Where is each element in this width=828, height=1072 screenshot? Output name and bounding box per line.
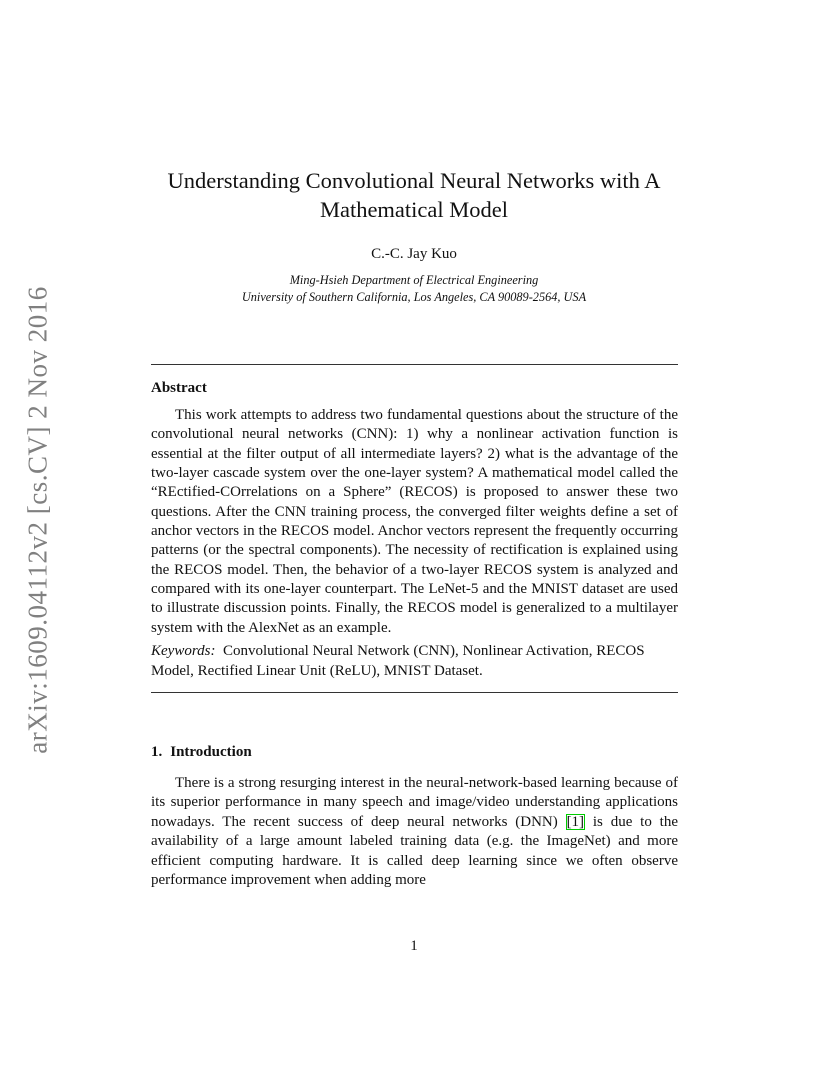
- section-heading-introduction: [151, 742, 252, 762]
- section-title: Introduction: [170, 744, 252, 760]
- intro-text-part-1: There is a strong resurging interest in the neural-network-based learning because of its superior performance in many speech and image/video understanding applications nowadays. The recent success of deep neural networks (DNN): [151, 775, 678, 830]
- affiliation-line-1: Ming-Hsieh Department of Electrical Engineering: [289, 273, 539, 287]
- title-line-1: Understanding Convolutional Neural Networks with A: [167, 168, 661, 193]
- abstract-heading: Abstract: [151, 380, 207, 396]
- citation-link-1[interactable]: [1]: [566, 813, 585, 830]
- paper-title: [150, 166, 678, 224]
- keywords-block: [151, 642, 678, 681]
- author-name: C.-C. Jay Kuo: [371, 246, 457, 262]
- arxiv-identifier-stamp: arXiv:1609.04112v2 [cs.CV] 2 Nov 2016: [22, 286, 53, 754]
- abstract-bottom-rule: [151, 692, 678, 693]
- abstract-text: This work attempts to address two fundamental questions about the structure of the convolutional neural networks (CNN): 1) why a nonlinear activation function is essential at the filter output of all intermediate layers? 2) what is the advantage of the two-layer cascade system over the one-layer system? A mathematical model called the “REctified-COrrelations on a Sphere” (RECOS) is proposed to answer these two questions. After the CNN training process, the converged filter weights define a set of anchor vectors in the RECOS model. Anchor vectors represent the frequently occurring patterns (or the spectral components). The necessity of rectification is explained using the RECOS model. Then, the behavior of a two-layer RECOS system is analyzed and compared with its one-layer counterpart. The LeNet-5 and the MNIST dataset are used to illustrate discussion points. Finally, the RECOS model is generalized to a multilayer system with the AlexNet as an example.: [151, 407, 678, 636]
- affiliation: [150, 272, 678, 305]
- page-number: 1: [410, 938, 418, 954]
- section-number: 1.: [151, 744, 163, 760]
- keywords-label: Keywords:: [151, 643, 216, 659]
- introduction-paragraph: [151, 774, 678, 890]
- keywords-text: Convolutional Neural Network (CNN), Nonlinear Activation, RECOS Model, Rectified Linear Unit (ReLU), MNIST Dataset.: [151, 643, 645, 679]
- title-line-2: Mathematical Model: [319, 197, 509, 222]
- intro-text-part-2: is due to the availability of a large amount labeled training data (e.g. the ImageNet) and more efficient computing hardware. It is called deep learning since we often observe performance improvement when adding more: [151, 813, 678, 889]
- affiliation-line-2: University of Southern California, Los Angeles, CA 90089-2564, USA: [241, 289, 587, 304]
- abstract-top-rule: [151, 364, 678, 365]
